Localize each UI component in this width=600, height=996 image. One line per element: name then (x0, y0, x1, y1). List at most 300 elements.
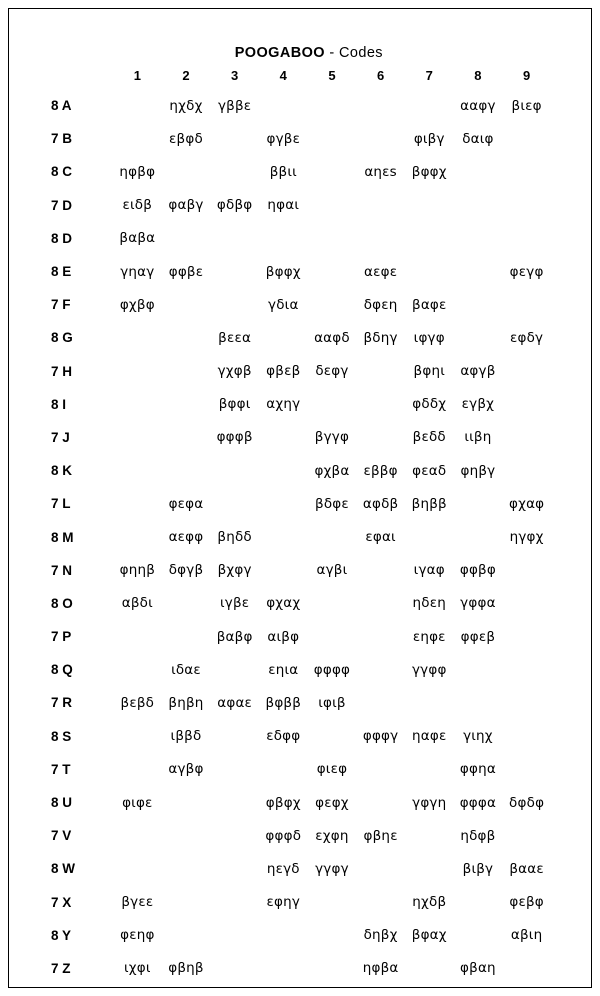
code-cell: βδηγ (363, 329, 398, 346)
table-row (51, 520, 551, 553)
code-cell (356, 222, 405, 255)
code-cell (356, 189, 405, 222)
code-cell: γιηχ (463, 728, 493, 745)
code-cell (502, 819, 551, 852)
table-row (51, 686, 551, 719)
code-cell (454, 919, 503, 952)
table-row (51, 255, 551, 288)
code-cell (356, 355, 405, 388)
code-cell (162, 454, 211, 487)
code-cell: φφφα (459, 794, 497, 811)
code-cell (356, 686, 405, 719)
code-cell: βγεε (121, 894, 154, 911)
code-cell: ιββδ (170, 728, 202, 745)
code-cell (210, 487, 259, 520)
code-cell: βφφχ (411, 163, 447, 180)
code-cell: βααε (509, 860, 544, 877)
table-row (51, 753, 551, 786)
code-cell (405, 255, 454, 288)
table-row (51, 388, 551, 421)
code-cell (356, 587, 405, 620)
code-cell: βαβφ (216, 628, 253, 645)
code-cell (162, 222, 211, 255)
code-cell: αηεs (364, 163, 397, 180)
code-cell (502, 222, 551, 255)
code-cell: φφφγ (362, 728, 399, 745)
code-cell: φχβφ (119, 296, 155, 313)
code-cell: φγβε (266, 130, 301, 147)
code-cell (259, 753, 308, 786)
row-label: 7 P (51, 629, 72, 645)
code-cell: βιβγ (462, 860, 494, 877)
code-cell: εβφδ (169, 130, 203, 147)
code-cell: ιφιβ (318, 694, 346, 711)
page-title-main: POOGABOO (234, 45, 325, 61)
row-label: 8 S (51, 728, 72, 744)
row-label: 8 I (51, 396, 67, 412)
code-cell: φφφφ (313, 661, 351, 678)
code-cell: φβηβ (168, 960, 204, 977)
row-label: 7 B (51, 131, 73, 147)
code-cell: εηια (268, 661, 299, 678)
page-title-sub: Codes (339, 45, 383, 61)
code-cell: βαφε (412, 296, 447, 313)
code-cell: φαβγ (168, 197, 204, 214)
code-cell (308, 388, 357, 421)
code-cell: βαβα (119, 230, 156, 247)
code-cell (113, 89, 162, 122)
code-cell (113, 122, 162, 155)
code-cell (454, 487, 503, 520)
code-cell (356, 852, 405, 885)
row-label: 7 Z (51, 960, 71, 976)
column-header-9: 9 (523, 67, 531, 83)
code-cell (356, 886, 405, 919)
table-row (51, 355, 551, 388)
row-label: 7 L (51, 496, 71, 512)
code-cell (356, 122, 405, 155)
code-cell: αφγβ (460, 363, 496, 380)
table-row (51, 653, 551, 686)
code-cell: φεαδ (412, 462, 447, 479)
code-cell: ηχδβ (412, 894, 447, 911)
code-cell (502, 454, 551, 487)
code-cell (502, 288, 551, 321)
table-row (51, 852, 551, 885)
code-cell: ειδβ (122, 197, 153, 214)
code-cell (162, 388, 211, 421)
code-cell: αεφε (364, 263, 398, 280)
code-cell: δφδφ (509, 794, 545, 811)
code-cell: φχβα (314, 462, 350, 479)
code-cell (162, 919, 211, 952)
code-cell: αγβι (316, 562, 348, 579)
table-header (51, 61, 551, 89)
code-cell (356, 620, 405, 653)
code-cell: γχφβ (217, 363, 252, 380)
code-cell (454, 653, 503, 686)
code-cell (308, 952, 357, 985)
code-cell (502, 155, 551, 188)
code-cell: βγγφ (314, 429, 350, 446)
code-cell: δαιφ (462, 130, 494, 147)
code-cell (454, 255, 503, 288)
code-cell: βεδδ (412, 429, 446, 446)
code-cell (356, 753, 405, 786)
code-cell (113, 454, 162, 487)
code-cell (210, 288, 259, 321)
code-cell (210, 786, 259, 819)
column-header-5: 5 (328, 67, 336, 83)
code-cell (113, 620, 162, 653)
code-cell (405, 686, 454, 719)
table-row (51, 321, 551, 354)
code-cell (502, 122, 551, 155)
code-cell: φχαφ (508, 495, 545, 512)
code-cell (502, 421, 551, 454)
table-row (51, 122, 551, 155)
code-cell: γγφγ (315, 860, 349, 877)
code-cell (356, 653, 405, 686)
code-cell (210, 852, 259, 885)
row-label: 8 D (51, 230, 73, 246)
code-cell: φβηε (363, 827, 398, 844)
table-row (51, 421, 551, 454)
code-cell (113, 753, 162, 786)
row-label: 8 E (51, 264, 72, 280)
code-cell (259, 487, 308, 520)
code-cell (308, 288, 357, 321)
code-cell (113, 321, 162, 354)
code-cell (308, 122, 357, 155)
code-cell (259, 321, 308, 354)
code-cell: φεφχ (315, 794, 349, 811)
row-label: 7 F (51, 297, 71, 313)
code-cell (308, 886, 357, 919)
code-cell: εδφφ (266, 728, 301, 745)
code-cell (454, 288, 503, 321)
column-header-8: 8 (474, 67, 482, 83)
code-cell (210, 454, 259, 487)
code-cell (162, 852, 211, 885)
code-cell (356, 388, 405, 421)
code-cell: αχηγ (266, 396, 301, 413)
code-cell (259, 222, 308, 255)
code-cell (405, 952, 454, 985)
code-cell (259, 554, 308, 587)
code-cell: φφεβ (460, 628, 496, 645)
table-row (51, 786, 551, 819)
code-cell (502, 952, 551, 985)
code-cell (454, 222, 503, 255)
code-cell: φχαχ (266, 595, 301, 612)
code-cell (405, 520, 454, 553)
code-cell (162, 355, 211, 388)
code-cell (502, 653, 551, 686)
row-label: 7 R (51, 695, 73, 711)
column-header-2: 2 (182, 67, 190, 83)
table-row (51, 720, 551, 753)
code-cell (502, 355, 551, 388)
code-cell (259, 421, 308, 454)
code-cell: φηηβ (119, 562, 156, 579)
code-cell (113, 852, 162, 885)
code-cell (308, 189, 357, 222)
code-cell: ααφδ (314, 329, 350, 346)
code-cell (502, 620, 551, 653)
code-cell (259, 919, 308, 952)
code-cell: ηεγδ (266, 860, 300, 877)
table-row (51, 89, 551, 122)
code-cell (210, 122, 259, 155)
code-cell (405, 89, 454, 122)
row-label: 8 G (51, 330, 73, 346)
row-label: 8 Y (51, 927, 72, 943)
code-cell: αβδι (121, 595, 153, 612)
code-cell (502, 720, 551, 753)
code-cell (308, 587, 357, 620)
table-header-row (51, 61, 551, 89)
code-cell: εχφη (315, 827, 349, 844)
code-cell (454, 520, 503, 553)
code-cell (210, 753, 259, 786)
code-cell: ιχφι (124, 960, 151, 977)
code-cell (454, 321, 503, 354)
code-cell (454, 189, 503, 222)
code-cell: γββε (217, 97, 252, 114)
code-cell: φφηα (459, 761, 496, 778)
code-cell (210, 819, 259, 852)
code-cell: φβαη (460, 960, 496, 977)
code-cell (308, 720, 357, 753)
code-cell: βφφχ (265, 263, 301, 280)
code-cell: φβφχ (265, 794, 301, 811)
code-cell (502, 587, 551, 620)
code-cell: εγβχ (461, 396, 495, 413)
code-cell (308, 919, 357, 952)
code-cell: φηβγ (460, 462, 496, 479)
code-cell: αιβφ (267, 628, 300, 645)
code-cell: ιγβε (220, 595, 250, 612)
code-cell: φεβφ (509, 894, 544, 911)
code-cell: ηδφβ (460, 827, 496, 844)
code-cell (162, 587, 211, 620)
row-label: 7 D (51, 197, 73, 213)
code-cell: φεηφ (120, 927, 155, 944)
code-cell: φφφβ (216, 429, 253, 446)
code-cell: βφφι (218, 396, 251, 413)
column-header-3: 3 (231, 67, 239, 83)
code-cell: αγβφ (168, 761, 204, 778)
code-cell: εφδγ (509, 329, 544, 346)
code-cell (113, 421, 162, 454)
row-label: 7 J (51, 429, 70, 445)
codes-table (51, 61, 551, 985)
row-label: 8 Q (51, 662, 73, 678)
code-cell (210, 255, 259, 288)
table-row (51, 189, 551, 222)
table-row (51, 222, 551, 255)
table-row (51, 155, 551, 188)
row-label: 8 M (51, 529, 74, 545)
code-cell (502, 554, 551, 587)
code-cell (259, 520, 308, 553)
code-cell (210, 222, 259, 255)
table-row (51, 288, 551, 321)
code-cell (502, 388, 551, 421)
code-cell: δηβχ (363, 927, 398, 944)
code-cell: φβεβ (266, 363, 301, 380)
code-cell: ηαφε (412, 728, 447, 745)
code-cell (162, 819, 211, 852)
code-cell (405, 189, 454, 222)
code-cell (210, 919, 259, 952)
code-cell: ηδεη (412, 595, 446, 612)
code-cell: εββφ (363, 462, 398, 479)
code-cell: εηφε (412, 628, 446, 645)
code-cell: φιβγ (413, 130, 445, 147)
code-cell: φδβφ (216, 197, 253, 214)
table-row (51, 952, 551, 985)
code-cell: ιγαφ (413, 562, 445, 579)
code-cell (162, 155, 211, 188)
code-cell: φφβε (168, 263, 204, 280)
code-cell: βεβδ (120, 694, 155, 711)
code-cell: γφφα (460, 595, 496, 612)
code-cell: δφεη (363, 296, 398, 313)
code-cell (308, 155, 357, 188)
code-cell: γγφφ (411, 661, 447, 678)
code-cell (454, 155, 503, 188)
code-cell: αεφφ (168, 529, 204, 546)
code-cell (113, 355, 162, 388)
code-cell (356, 421, 405, 454)
code-cell (454, 886, 503, 919)
row-label: 7 N (51, 562, 73, 578)
code-cell: βχφγ (217, 562, 252, 579)
code-cell: φφφδ (265, 827, 302, 844)
code-cell (502, 686, 551, 719)
row-label: 7 T (51, 761, 71, 777)
code-cell (405, 819, 454, 852)
table-row (51, 587, 551, 620)
table-row (51, 554, 551, 587)
row-label: 8 A (51, 98, 72, 114)
column-header-6: 6 (376, 67, 385, 83)
code-cell (210, 720, 259, 753)
code-cell: βηβη (168, 694, 204, 711)
code-cell (454, 686, 503, 719)
code-cell (113, 819, 162, 852)
code-cell: βφββ (265, 694, 302, 711)
code-cell (356, 786, 405, 819)
code-cell: φιεφ (316, 761, 348, 778)
code-cell: ηχδχ (169, 97, 203, 114)
code-cell: δφγβ (168, 562, 204, 579)
column-header-7: 7 (425, 67, 433, 83)
code-cell: φφβφ (459, 562, 496, 579)
row-label: 7 H (51, 363, 73, 379)
code-cell: ιδαε (171, 661, 201, 678)
code-cell (162, 786, 211, 819)
table-row (51, 819, 551, 852)
code-cell (308, 255, 357, 288)
code-cell: βιεφ (511, 97, 542, 114)
code-cell: γφγη (412, 794, 447, 811)
code-cell: βηδδ (217, 529, 252, 546)
row-label: 8 K (51, 463, 73, 479)
row-label: 8 O (51, 595, 73, 611)
code-cell: γδια (268, 296, 299, 313)
code-cell: βηββ (411, 495, 447, 512)
table-row (51, 454, 551, 487)
code-cell (210, 886, 259, 919)
code-cell (308, 222, 357, 255)
code-cell (259, 89, 308, 122)
code-cell: εφηγ (266, 894, 301, 911)
code-cell (210, 952, 259, 985)
code-cell (113, 720, 162, 753)
code-cell (162, 421, 211, 454)
code-cell: αφαε (217, 694, 253, 711)
code-cell (113, 653, 162, 686)
code-cell (308, 89, 357, 122)
code-cell: φιφε (122, 794, 153, 811)
row-label: 7 V (51, 828, 72, 844)
code-cell (259, 454, 308, 487)
table-row (51, 487, 551, 520)
code-cell: βεεα (218, 329, 252, 346)
code-cell: φεγφ (509, 263, 544, 280)
code-cell (162, 288, 211, 321)
code-cell (502, 753, 551, 786)
code-cell (162, 620, 211, 653)
code-cell: ηγφχ (509, 529, 544, 546)
table-row (51, 919, 551, 952)
code-cell (356, 554, 405, 587)
code-cell (356, 89, 405, 122)
code-cell: φεφα (168, 495, 204, 512)
code-cell (162, 321, 211, 354)
column-header-4: 4 (279, 67, 287, 83)
table-row (51, 620, 551, 653)
code-cell: βφηι (413, 363, 445, 380)
code-cell: ηφβα (362, 960, 399, 977)
column-header-1: 1 (133, 67, 141, 83)
document-page (8, 8, 592, 988)
code-cell (502, 189, 551, 222)
code-cell (162, 886, 211, 919)
code-cell (210, 653, 259, 686)
code-cell: βφαχ (411, 927, 447, 944)
code-cell (259, 952, 308, 985)
row-label: 8 U (51, 795, 73, 811)
code-cell: ιιβη (464, 429, 492, 446)
code-cell: γηαγ (120, 263, 155, 280)
code-cell (113, 388, 162, 421)
row-label: 8 C (51, 164, 73, 180)
code-cell (405, 852, 454, 885)
code-cell (113, 487, 162, 520)
code-cell (308, 620, 357, 653)
code-cell (113, 520, 162, 553)
code-cell: αφδβ (362, 495, 399, 512)
code-cell: ηφαι (267, 197, 300, 214)
code-cell (308, 520, 357, 553)
code-cell: ιφγφ (413, 329, 445, 346)
code-cell: δεφγ (315, 363, 349, 380)
code-cell (210, 155, 259, 188)
